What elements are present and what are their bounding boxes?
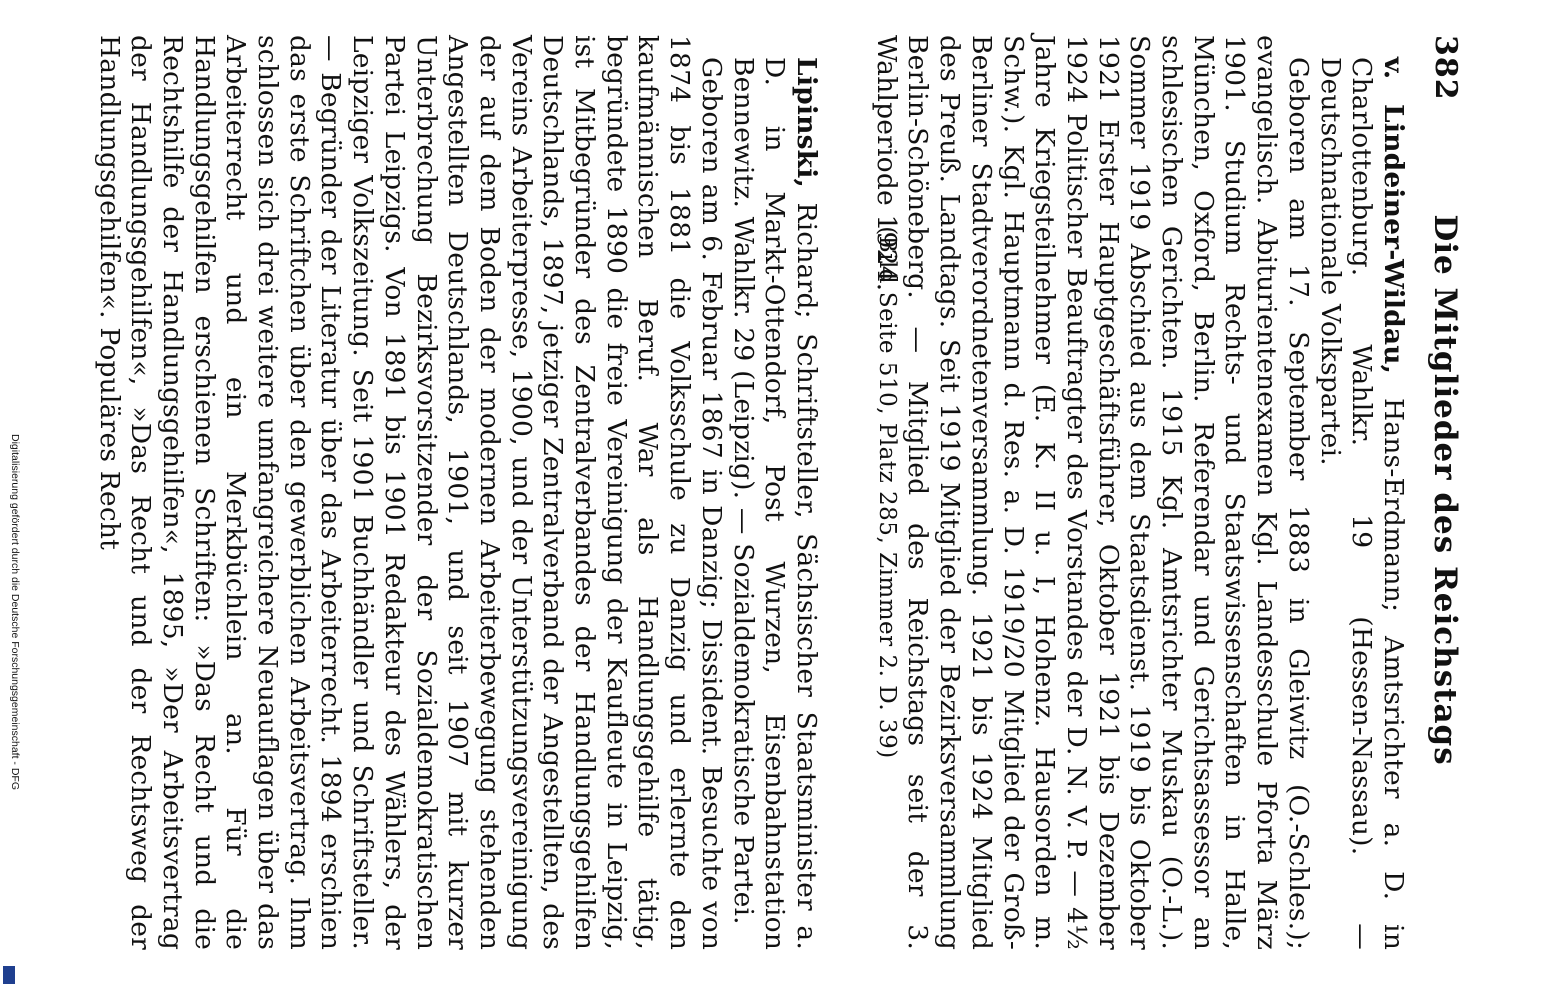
- entry-summary: Hans-Erdmann; Amtsrichter a. D. in Charlottenburg. Wahlkr. 19 (Hessen-Nassau). — Deutschnationale Volkspartei.: [1314, 57, 1409, 950]
- running-title: Die Mitglieder des Reichstags: [1427, 214, 1463, 766]
- dfg-credit-strip: [2, 430, 21, 986]
- dfg-logo: [3, 966, 15, 984]
- entry-heading: [727, 35, 822, 950]
- entry-name: Lipinski,: [791, 57, 822, 188]
- page-header: [1423, 35, 1463, 945]
- entry-heading: [1314, 35, 1409, 950]
- picture-reference: (Bild Seite 510, Platz 285, Zimmer 2. D. 39): [874, 226, 900, 759]
- page-number: 382: [1428, 35, 1463, 101]
- entry-name: v. Lindeiner-Wildau,: [1378, 57, 1409, 375]
- entry-summary: Richard; Schriftsteller, Sächsischer Staatsminister a. D. in Markt-Ottendorf, Post Wurzen, Eisenbahnstation Bennewitz. Wahlkr. 29 (Leipzig). — Sozialdemokratische Partei.: [727, 57, 822, 951]
- entry-lindeiner-wildau: [870, 35, 1409, 950]
- entry-biography: Geboren am 6. Februar 1867 in Danzig; Dissident. Besuchte von 1874 bis 1881 die Volksschule zu Danzig und erlernte den kaufmännischen Beruf. War als Handlungsgehilfe tätig, begründete 1890 die freie Vereinigung der Kaufleute in Leipzig, ist Mitbegründer des Zentralverbandes der Handlungsgehilfen Deutschlands, 1897, jetziger Zentralverband der Angestellten, des Vereins Arbeiterpresse, 1900, und der Unterstützungsvereinigung der auf dem Boden der modernen Arbeiterbewegung stehenden Angestellten Deutschlands, 1901, und seit 1907 mit kurzer Unterbrechung Bezirksvorsitzender der Sozialdemokratischen Partei Leipzigs. Von 1891 bis 1901 Redakteur des Wählers, der Leipziger Volkszeitung. Seit 1901 Buchhändler und Schriftsteller. — Begründer der Literatur über das Arbeiterrecht. 1894 erschien das erste Schriftchen über den gewerblichen Arbeitsvertrag. Ihm schlossen sich drei weitere umfangreichere Neuauflagen über das Arbeiterrecht und ein Merkbüchlein an. Für die Handlungsgehilfen erschienen Schriften: »Das Recht und die Rechtshilfe der Handlungsgehilfen«, 1895, »Der Arbeitsvertrag der Handlungsgehilfen«, »Das Recht und der Rechtsweg der Handlungsgehilfen«. Populäres Recht: [93, 35, 727, 950]
- entry-biography: Geboren am 17. September 1883 in Gleiwitz (O.-Schles.); evangelisch. Abiturientenexamen Kgl. Landesschule Pforta März 1901. Studium Rechts- und Staatswissenschaften in Halle, München, Oxford, Berlin. Referendar und Gerichtsassessor an schlesischen Gerichten. 1915 Kgl. Amtsrichter Muskau (O.-L.). Sommer 1919 Abschied aus dem Staatsdienst. 1919 bis Oktober 1921 Erster Hauptgeschäftsführer, Oktober 1921 bis Dezember 1924 Politischer Beauftragter des Vorstandes der D. N. V. P. — 4½ Jahre Kriegsteilnehmer (E. K. II u. I, Hohenz. Hausorden m. Schw.). Kgl. Hauptmann d. Res. a. D. 1919/20 Mitglied der Groß-Berliner Stadtverordnetenversammlung. 1921 bis 1924 Mitglied des Preuß. Landtags. Seit 1919 Mitglied der Bezirksversammlung Berlin-Schöneberg. — Mitglied des Reichstags seit der 3. Wahlperiode 1924.: [870, 35, 1314, 950]
- entry-lipinski: [93, 35, 822, 950]
- dfg-credit-text: Digitalisierung gefördert durch die Deutsche Forschungsgemeinschaft - DFG: [9, 434, 21, 791]
